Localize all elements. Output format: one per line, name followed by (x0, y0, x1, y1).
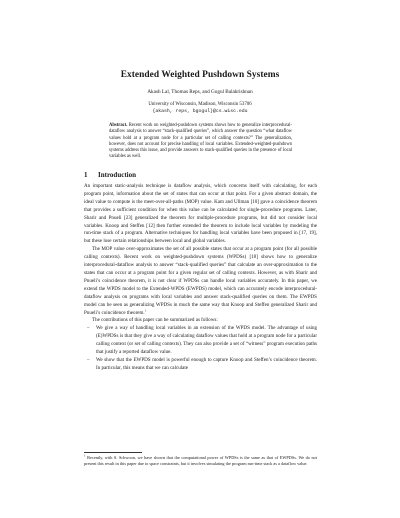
author-list: Akash Lal, Thomas Reps, and Gogul Balakrishnan (147, 89, 253, 95)
paragraph-2-text: The MOP value over-approximates the set of all possible states that occur at a program point (for all possible calling contexts). Recent work on weighted-pushdown systems (WPDSs) [18] shows how to generalize interprocedural-dataflow analysis to answer “stack-qualified queries” that calculate an over-approximation to the states that can occur at a program point for a given regular set of calling contexts. However, as with Sharir and Pnueli’s coincidence theorem, it is not clear if WPDSs can handle local variables accurately. In this paper, we extend the WPDS model to the Extended-WPDS (EWPDS) model, which can accurately encode interprocedural-dataflow analysis on programs with local variables and answer stack-qualified queries on them. The EWPDS model can be seen as generalizing WPDSs in much the same way that Knoop and Steffen generalized Sharir and Pnueli’s coincidence theorem. (84, 246, 317, 316)
footnote-number: 1 (84, 453, 86, 458)
section-title: Introduction (98, 171, 136, 179)
contribution-item-1 (84, 325, 317, 357)
abstract-label: Abstract. (109, 123, 128, 128)
section-heading (84, 171, 136, 179)
contribution-text-1: We give a way of handling local variables in an extension of the WPDS model. The advantage of using (E)WPDSs is that they give a way of calculating dataflow values that hold at a program node for a particular calling context (or set of calling contexts). They can also provide a set of “witness” program execution paths that justify a reported dataflow value. (96, 325, 317, 356)
abstract-text: Recent work on weighted-pushdown systems shows how to generalize interprocedural-dataflow analysis to answer “stack-qualified queries”, which answer the question “what dataflow values hold at a program node for a particular set of calling contexts?” The generalization, however, does not account for precise handling of local variables. Extended-weighted-pushdown systems address this issue, and provide answers to stack-qualified queries in the presence of local variables as well. (109, 123, 292, 160)
bullet-dash: – (87, 356, 90, 363)
author-email: {akash, reps, bgogul}@cs.wisc.edu (152, 109, 248, 114)
paper-title: Extended Weighted Pushdown Systems (120, 70, 280, 80)
footnote-text: Recently, with S. Schwoon, we have shown that the computational power of WPDSs is the same as that of EWPDSs. We do not present this result in this paper due to space constraints, but it involves simulating the program run-time stack as a dataflow value. (84, 455, 317, 467)
paragraph-1: An important static-analysis technique is dataflow analysis, which concerns itself with calculating, for each program point, information about the set of states that can occur at that point. For a given abstract domain, the ideal value to compute is the meet-over-all-paths (MOP) value. Kam and Ullman [10] gave a coincidence theorem that provides a sufficient condition for when this value can be calculated for single-procedure programs. Later, Sharir and Pnueli [23] generalized the theorem for multiple-procedure programs, but did not consider local variables. Knoop and Steffen [12] then further extended the theorem to include local variables by modeling the run-time stack of a program. Alternative techniques for handling local variables have been proposed in [17, 19], but these lose certain relationships between local and global variables. (84, 183, 317, 245)
footnote-rule (84, 452, 142, 453)
contribution-text-2: We show that the EWPDS model is powerful enough to capture Knoop and Steffen’s coincidence theorem. In particular, this means that we can calculate (96, 356, 317, 371)
contribution-item-2 (84, 357, 317, 373)
footnote (84, 455, 317, 467)
footnote-ref[interactable]: 1 (144, 307, 147, 312)
affiliation: University of Wisconsin, Madison, Wisconsin 53706 (148, 102, 252, 107)
section-body (84, 183, 317, 373)
paragraph-2 (84, 246, 317, 317)
paragraph-3: The contributions of this paper can be summarized as follows: (92, 317, 218, 324)
abstract (109, 123, 292, 161)
bullet-dash: – (87, 325, 90, 332)
section-number: 1 (84, 171, 88, 179)
